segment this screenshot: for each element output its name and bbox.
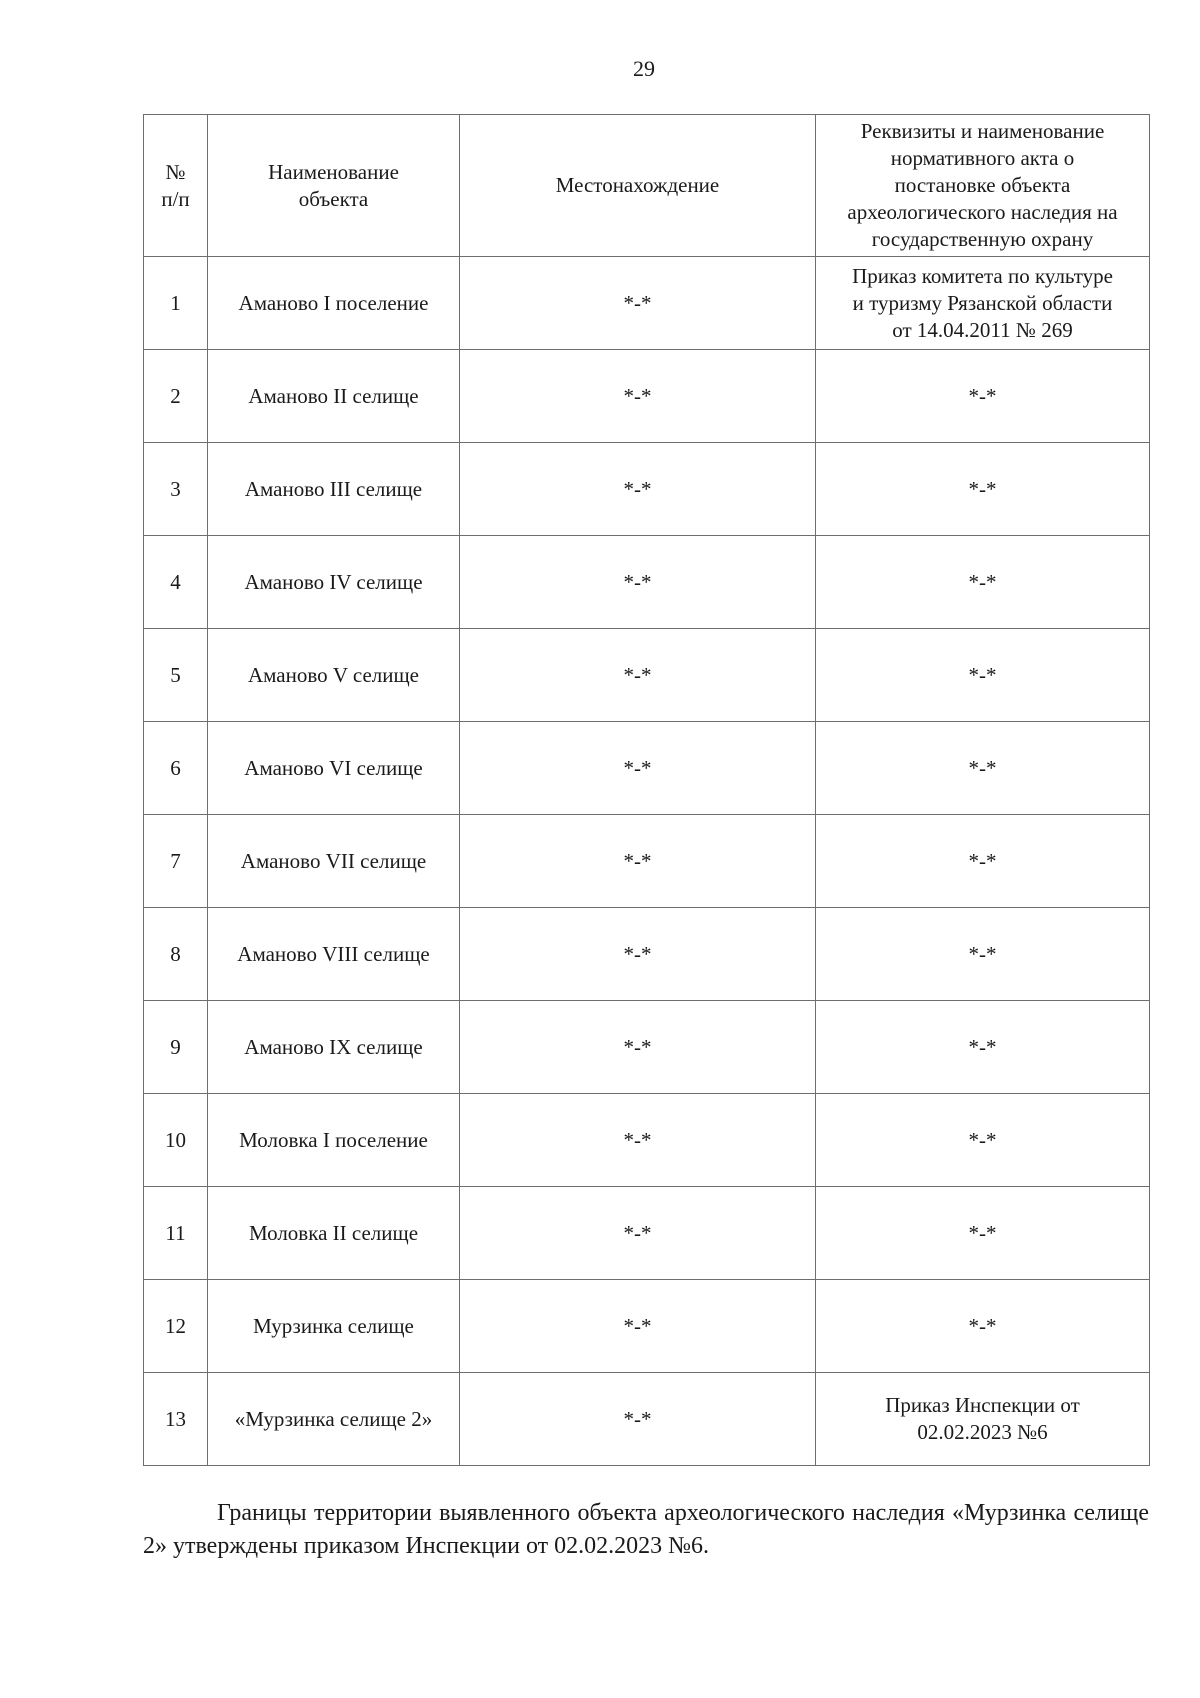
- cell-legal-act: Приказ Инспекции от 02.02.2023 №6: [816, 1373, 1150, 1466]
- table-row: [144, 443, 1150, 536]
- cell-object-name: «Мурзинка селище 2»: [208, 1373, 460, 1466]
- cell-number: 4: [144, 536, 208, 629]
- table-row: [144, 815, 1150, 908]
- cell-location: *-*: [460, 1280, 816, 1373]
- table-body: [144, 257, 1150, 1466]
- cell-location: *-*: [460, 629, 816, 722]
- cell-object-name: Аманово VIII селище: [208, 908, 460, 1001]
- cell-location: *-*: [460, 257, 816, 350]
- cell-legal-act: *-*: [816, 1001, 1150, 1094]
- heritage-objects-table: [143, 114, 1150, 1466]
- header-legal-act: Реквизиты и наименование нормативного акта о постановке объекта археологического наследия на государственную охрану: [816, 115, 1150, 257]
- cell-legal-act: *-*: [816, 1187, 1150, 1280]
- cell-location: *-*: [460, 1001, 816, 1094]
- cell-number: 11: [144, 1187, 208, 1280]
- cell-legal-act: *-*: [816, 443, 1150, 536]
- header-number: № п/п: [144, 115, 208, 257]
- cell-number: 2: [144, 350, 208, 443]
- header-location: Местонахождение: [460, 115, 816, 257]
- cell-object-name: Аманово IX селище: [208, 1001, 460, 1094]
- table-row: [144, 1280, 1150, 1373]
- cell-number: 12: [144, 1280, 208, 1373]
- table-row: [144, 908, 1150, 1001]
- cell-location: *-*: [460, 908, 816, 1001]
- cell-object-name: Моловка II селище: [208, 1187, 460, 1280]
- cell-location: *-*: [460, 815, 816, 908]
- table-row: [144, 722, 1150, 815]
- cell-number: 9: [144, 1001, 208, 1094]
- table-row: [144, 1001, 1150, 1094]
- cell-object-name: Аманово II селище: [208, 350, 460, 443]
- table-row: [144, 1094, 1150, 1187]
- table-row: [144, 629, 1150, 722]
- cell-object-name: Аманово V селище: [208, 629, 460, 722]
- cell-legal-act: *-*: [816, 1094, 1150, 1187]
- cell-legal-act: *-*: [816, 722, 1150, 815]
- cell-location: *-*: [460, 722, 816, 815]
- cell-number: 1: [144, 257, 208, 350]
- cell-location: *-*: [460, 443, 816, 536]
- cell-legal-act: *-*: [816, 350, 1150, 443]
- table-row: [144, 1187, 1150, 1280]
- cell-number: 13: [144, 1373, 208, 1466]
- cell-object-name: Аманово I поселение: [208, 257, 460, 350]
- table-row: [144, 257, 1150, 350]
- table-header-row: [144, 115, 1150, 257]
- cell-object-name: Моловка I поселение: [208, 1094, 460, 1187]
- cell-location: *-*: [460, 1187, 816, 1280]
- cell-legal-act: Приказ комитета по культуре и туризму Рязанской области от 14.04.2011 № 269: [816, 257, 1150, 350]
- cell-object-name: Аманово VI селище: [208, 722, 460, 815]
- page-number: 29: [633, 56, 655, 81]
- cell-location: *-*: [460, 350, 816, 443]
- cell-location: *-*: [460, 536, 816, 629]
- cell-number: 5: [144, 629, 208, 722]
- cell-number: 10: [144, 1094, 208, 1187]
- cell-object-name: Аманово III селище: [208, 443, 460, 536]
- header-object-name: Наименование объекта: [208, 115, 460, 257]
- table-row: [144, 350, 1150, 443]
- footer-paragraph: Границы территории выявленного объекта археологического наследия «Мурзинка селище 2» утверждены приказом Инспекции от 02.02.2023 №6.: [143, 1500, 1149, 1559]
- cell-number: 3: [144, 443, 208, 536]
- cell-number: 6: [144, 722, 208, 815]
- cell-legal-act: *-*: [816, 536, 1150, 629]
- cell-legal-act: *-*: [816, 908, 1150, 1001]
- cell-object-name: Мурзинка селище: [208, 1280, 460, 1373]
- table-row: [144, 1373, 1150, 1466]
- table-row: [144, 536, 1150, 629]
- cell-number: 7: [144, 815, 208, 908]
- cell-number: 8: [144, 908, 208, 1001]
- cell-legal-act: *-*: [816, 1280, 1150, 1373]
- cell-object-name: Аманово IV селище: [208, 536, 460, 629]
- cell-object-name: Аманово VII селище: [208, 815, 460, 908]
- cell-legal-act: *-*: [816, 815, 1150, 908]
- cell-location: *-*: [460, 1094, 816, 1187]
- cell-legal-act: *-*: [816, 629, 1150, 722]
- cell-location: *-*: [460, 1373, 816, 1466]
